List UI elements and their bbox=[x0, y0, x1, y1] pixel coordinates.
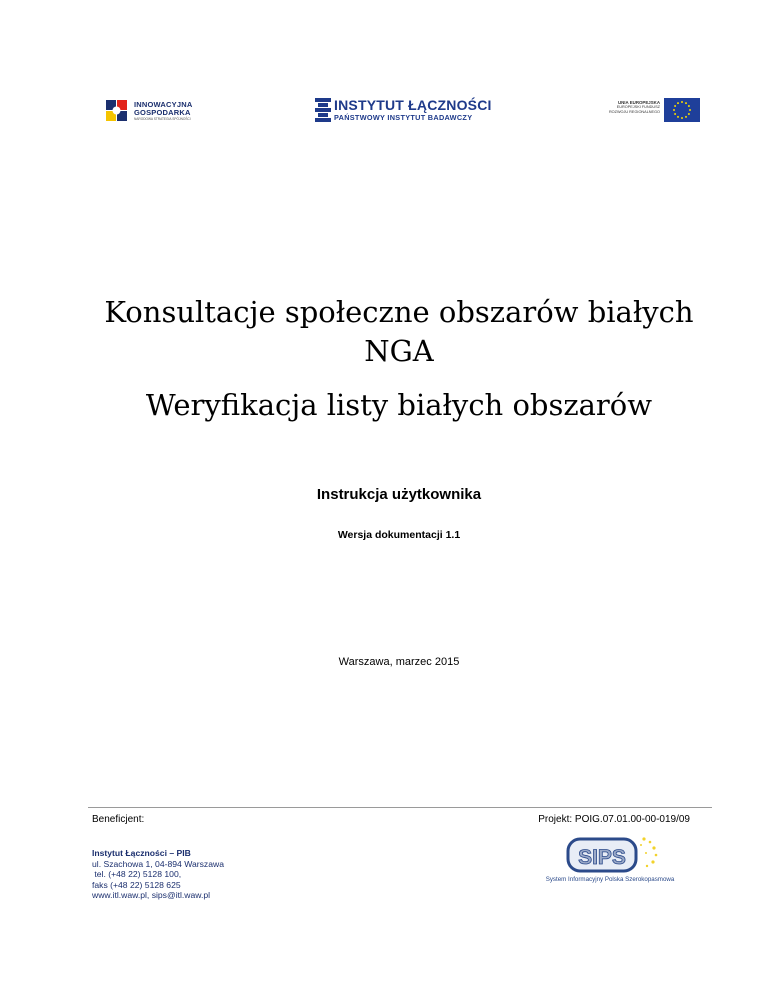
sips-logo-mark-icon bbox=[530, 833, 690, 877]
title-line-2: NGA bbox=[364, 334, 434, 368]
document-type: Instrukcja użytkownika bbox=[316, 486, 482, 503]
beneficiary-street: ul. Szachowa 1, 04-894 Warszawa bbox=[92, 858, 224, 869]
sips-logo-text: SIPS bbox=[578, 846, 626, 869]
document-title bbox=[84, 293, 714, 371]
beneficiary-phone: tel. (+48 22) 5128 100, bbox=[92, 869, 182, 880]
sips-logo bbox=[530, 833, 690, 887]
il-logo-line2: PAŃSTWOWY INSTYTUT BADAWCZY bbox=[334, 113, 473, 122]
sips-logo-caption: System Informacyjny Polska Szerokopasmowa bbox=[545, 876, 675, 883]
beneficiary-web: www.itl.waw.pl, sips@itl.waw.pl bbox=[92, 890, 211, 901]
eu-flag-icon bbox=[664, 98, 700, 122]
ue-logo-line3: ROZWOJU REGIONALNEGO bbox=[608, 110, 660, 114]
title-line-1: Konsultacje społeczne obszarów białych bbox=[104, 295, 694, 329]
instytut-lacznosci-logo bbox=[314, 96, 492, 126]
project-number: Projekt: POIG.07.01.00-00-019/09 bbox=[538, 814, 690, 825]
document-version: Wersja dokumentacji 1.1 bbox=[337, 529, 461, 541]
ue-logo-line1: UNIA EUROPEJSKA bbox=[617, 100, 660, 105]
ig-logo-line3: NARODOWA STRATEGIA SPÓJNOŚCI bbox=[134, 117, 191, 121]
footer-divider bbox=[88, 807, 712, 808]
beneficiary-address bbox=[92, 848, 224, 901]
document-subtitle-title: Weryfikacja listy białych obszarów bbox=[145, 388, 653, 422]
beneficiary-label: Beneficjent: bbox=[92, 814, 145, 825]
innowacyjna-gospodarka-logo bbox=[104, 96, 214, 128]
place-and-date: Warszawa, marzec 2015 bbox=[338, 656, 460, 668]
ue-logo-line2: EUROPEJSKI FUNDUSZ bbox=[616, 105, 660, 109]
ig-logo-line1: INNOWACYJNA bbox=[134, 100, 193, 109]
ig-logo-mark-icon bbox=[104, 98, 130, 124]
il-logo-line1: INSTYTUT ŁĄCZNOŚCI bbox=[334, 97, 492, 113]
il-logo-mark-icon bbox=[314, 97, 332, 123]
ue-logo-text bbox=[590, 100, 660, 115]
ig-logo-line2: GOSPODARKA bbox=[134, 108, 191, 117]
beneficiary-fax: faks (+48 22) 5128 625 bbox=[92, 879, 181, 890]
beneficiary-org: Instytut Łączności – PIB bbox=[92, 848, 191, 858]
unia-europejska-logo bbox=[590, 98, 702, 124]
